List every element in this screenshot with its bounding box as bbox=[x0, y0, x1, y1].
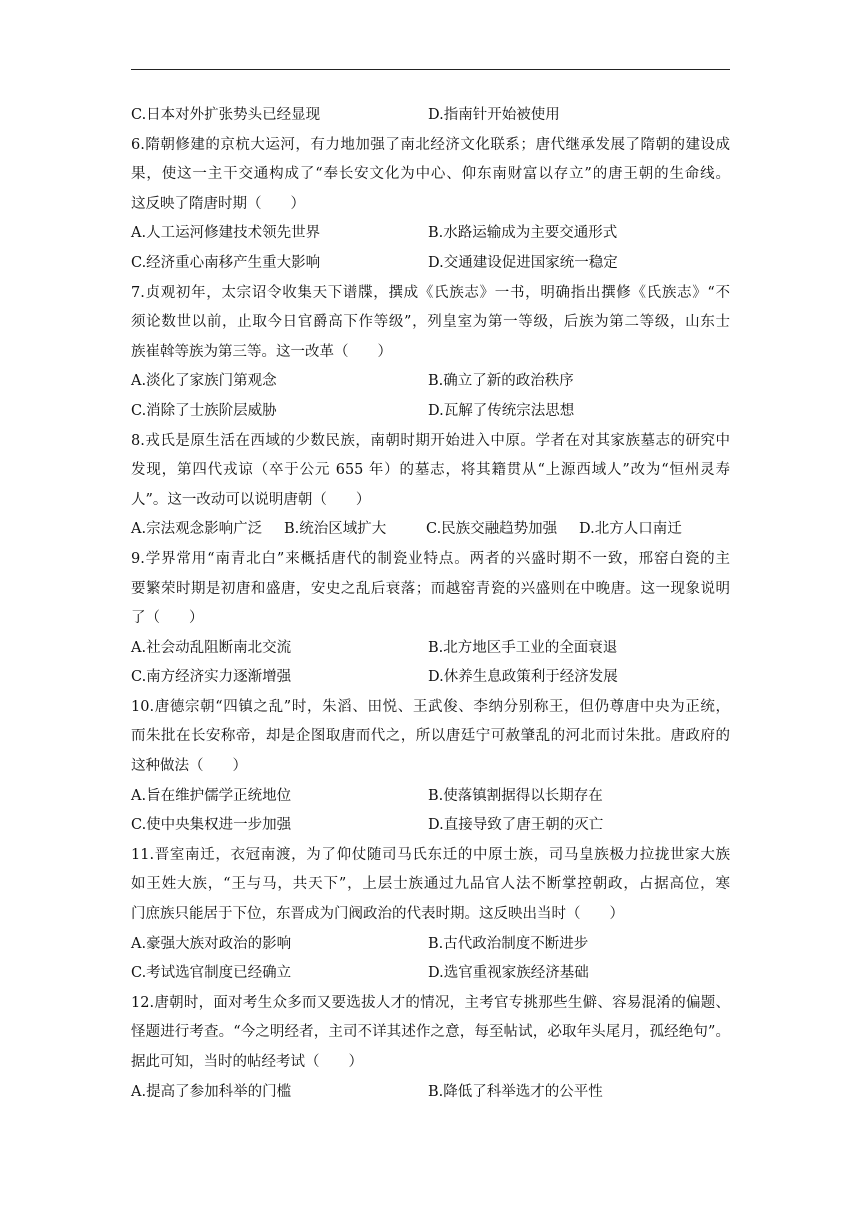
q12-option-b: B.降低了科举选才的公平性 bbox=[428, 1083, 603, 1100]
q10-stem-line: 10.唐德宗朝“四镇之乱”时，朱滔、田悦、王武俊、李纳分别称王，但仍尊唐中央为正统， bbox=[131, 698, 730, 715]
q10-option-a: A.旨在维护儒学正统地位 bbox=[131, 787, 292, 804]
question-8 bbox=[131, 427, 730, 545]
q12-stem-line: 12.唐朝时，面对考生众多而又要选拔人才的情况，主考官专挑那些生僻、容易混淆的偏题、 bbox=[131, 994, 730, 1011]
q11-options-row bbox=[131, 959, 730, 989]
q9-options-row bbox=[131, 663, 730, 693]
q8-stem-line: 8.戎氏是原生活在西域的少数民族，南朝时期开始进入中原。学者在对其家族墓志的研究中 bbox=[131, 432, 730, 449]
q10-option-d: D.直接导致了唐王朝的灭亡 bbox=[428, 817, 604, 834]
q10-option-c: C.使中央集权进一步加强 bbox=[131, 817, 292, 834]
q12-stem-line: 怪题进行考查。“今之明经者，主司不详其述作之意，每至帖试，必取年头尾月，孤经绝句”。 bbox=[131, 1024, 730, 1041]
q9-stem-line: 9.学界常用“南青北白”来概括唐代的制瓷业特点。两者的兴盛时期不一致，邢窑白瓷的主 bbox=[131, 550, 730, 567]
q11-option-a: A.豪强大族对政治的影响 bbox=[131, 935, 292, 952]
q8-stem-line: 人”。这一改动可以说明唐朝（ ） bbox=[131, 491, 371, 508]
q6-option-c: C.经济重心南移产生重大影响 bbox=[131, 254, 321, 271]
q11-stem-line: 11.晋室南迁，衣冠南渡，为了仰仗随司马氏东迁的中原士族，司马皇族极力拉拢世家大族 bbox=[131, 846, 730, 863]
q9-option-d: D.休养生息政策利于经济发展 bbox=[428, 669, 618, 686]
q7-option-c: C.消除了士族阶层威胁 bbox=[131, 402, 277, 419]
q11-stem-line: 如王姓大族，“王与马，共天下”，上层士族通过九品官人法不断掌控朝政，占据高位，寒 bbox=[131, 876, 730, 893]
q5-option-c: C.日本对外扩张势头已经显现 bbox=[131, 107, 321, 123]
q11-stem-line: 门庶族只能居于下位，东晋成为门阀政治的代表时期。这反映出当时（ ） bbox=[131, 906, 624, 923]
q11-option-d: D.选官重视家族经济基础 bbox=[428, 965, 589, 982]
q12-option-a: A.提高了参加科举的门槛 bbox=[131, 1083, 292, 1100]
q9-options-row bbox=[131, 634, 730, 664]
q8-option-a: A.宗法观念影响广泛 bbox=[131, 521, 263, 538]
q6-stem-line: 6.隋朝修建的京杭大运河，有力地加强了南北经济文化联系；唐代继承发展了隋朝的建设成 bbox=[131, 136, 730, 153]
question-9 bbox=[131, 545, 730, 693]
q5-options-row-2 bbox=[131, 101, 730, 131]
q10-options-row bbox=[131, 811, 730, 841]
q11-option-c: C.考试选官制度已经确立 bbox=[131, 965, 292, 982]
q12-stem-line: 据此可知，当时的帖经考试（ ） bbox=[131, 1054, 363, 1070]
q10-option-b: B.使落镇割据得以长期存在 bbox=[428, 787, 603, 804]
question-10 bbox=[131, 693, 730, 841]
q10-stem-line: 而朱批在长安称帝，却是企图取唐而代之，所以唐廷宁可赦肇乱的河北而讨朱批。唐政府的 bbox=[131, 728, 730, 745]
q11-option-b: B.古代政治制度不断进步 bbox=[428, 935, 589, 952]
q9-stem-line: 要繁荣时期是初唐和盛唐，安史之乱后衰落；而越窑青瓷的兴盛则在中晚唐。这一现象说明 bbox=[131, 580, 730, 597]
q8-option-d: D.北方人口南迁 bbox=[579, 521, 682, 538]
exam-page bbox=[131, 101, 730, 1107]
q9-stem-line: 了（ ） bbox=[131, 610, 204, 627]
question-6 bbox=[131, 131, 730, 279]
q10-options-row bbox=[131, 782, 730, 812]
q6-options-row bbox=[131, 249, 730, 279]
q7-option-a: A.淡化了家族门第观念 bbox=[131, 373, 277, 390]
q6-stem-line: 果，使这一主干交通构成了“奉长安文化为中心、仰东南财富以存立”的唐王朝的生命线。 bbox=[131, 166, 730, 183]
q7-options-row bbox=[131, 367, 730, 397]
q8-option-c: C.民族交融趋势加强 bbox=[426, 521, 558, 538]
question-11 bbox=[131, 841, 730, 989]
q7-options-row bbox=[131, 397, 730, 427]
q12-options-row bbox=[131, 1078, 730, 1108]
q7-stem-line: 须论数世以前，止取今日官爵高下作等级”，列皇室为第一等级，后族为第二等级，山东士 bbox=[131, 314, 730, 331]
q8-option-b: B.统治区域扩大 bbox=[284, 521, 387, 538]
q6-options-row bbox=[131, 219, 730, 249]
q6-option-a: A.人工运河修建技术领先世界 bbox=[131, 225, 321, 242]
q6-option-b: B.水路运输成为主要交通形式 bbox=[428, 225, 618, 242]
q10-stem-line: 这种做法（ ） bbox=[131, 758, 247, 775]
q7-option-b: B.确立了新的政治秩序 bbox=[428, 373, 574, 390]
q8-stem-line: 发现，第四代戎谅（卒于公元 655 年）的墓志，将其籍贯从“上源西域人”改为“恒州灵寿 bbox=[131, 462, 730, 479]
header-rule bbox=[131, 69, 730, 70]
q7-stem-line: 7.贞观初年，太宗诏令收集天下谱牒，撰成《氏族志》一书，明确指出撰修《氏族志》“不 bbox=[131, 284, 730, 301]
question-12 bbox=[131, 989, 730, 1107]
q9-option-a: A.社会动乱阻断南北交流 bbox=[131, 639, 292, 656]
q9-option-b: B.北方地区手工业的全面衰退 bbox=[428, 639, 618, 656]
q8-options-row bbox=[131, 515, 730, 545]
question-7 bbox=[131, 279, 730, 427]
q5-option-d: D.指南针开始被使用 bbox=[428, 107, 560, 123]
q6-option-d: D.交通建设促进国家统一稳定 bbox=[428, 254, 618, 271]
q6-stem-line: 这反映了隋唐时期（ ） bbox=[131, 195, 305, 212]
q11-options-row bbox=[131, 930, 730, 960]
q7-option-d: D.瓦解了传统宗法思想 bbox=[428, 402, 575, 419]
q9-option-c: C.南方经济实力逐渐增强 bbox=[131, 669, 292, 686]
q7-stem-line: 族崔斡等族为第三等。这一改革（ ） bbox=[131, 343, 392, 360]
